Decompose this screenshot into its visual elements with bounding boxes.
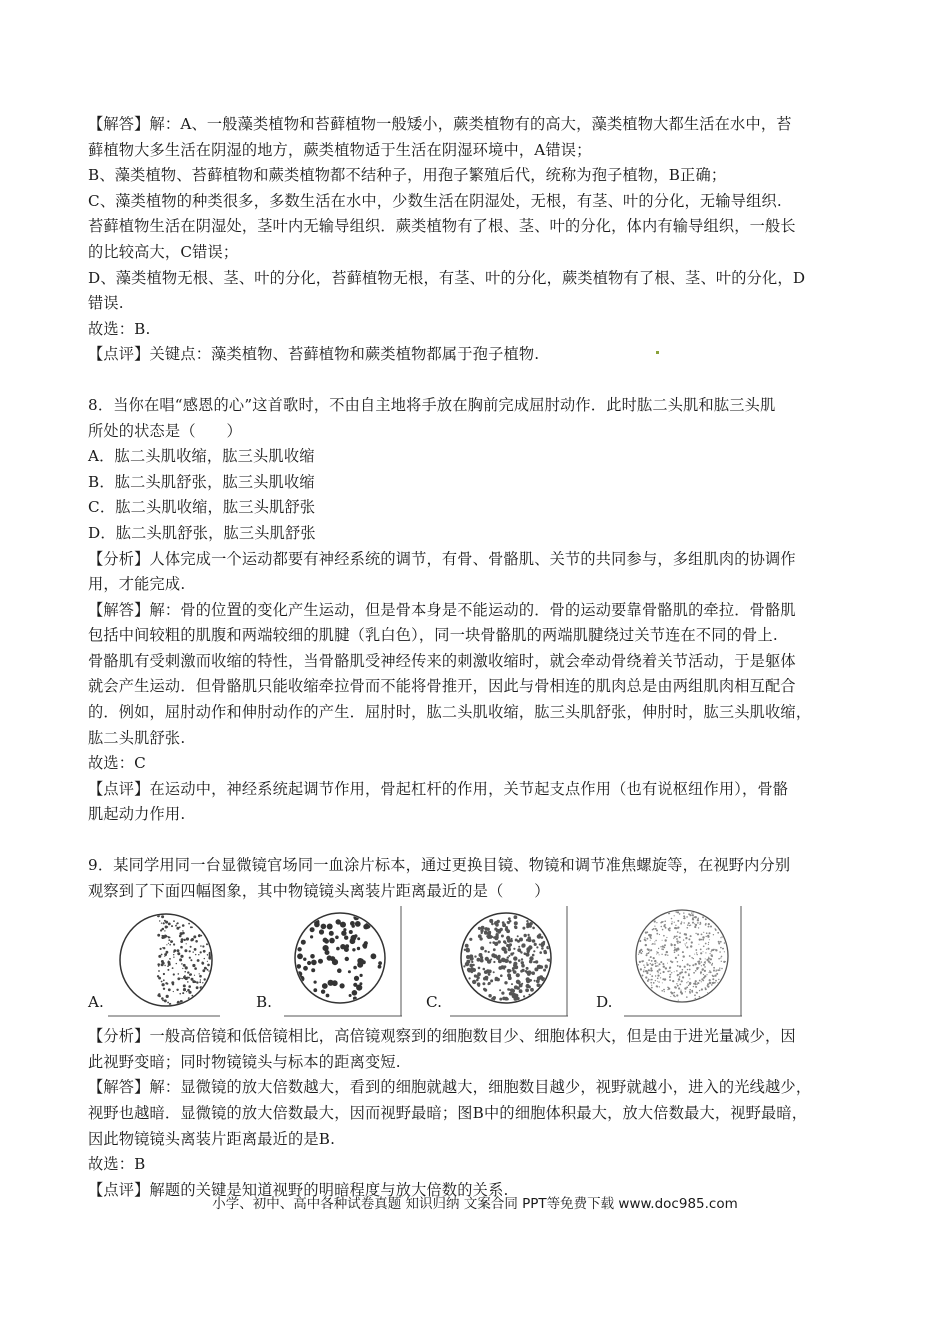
text-line: 9．某同学用同一台显微镜官场同一血涂片标本，通过更换目镜、物镜和调节准焦螺旋等，在视野内分别 — [88, 856, 791, 875]
text-line: 肌起动力作用. — [88, 805, 186, 824]
question-9-answer-block — [88, 1024, 878, 1203]
text-line: 的．例如，屈肘动作和伸肘动作的产生．屈肘时，肱二头肌收缩，肱三头肌舒张，伸肘时，肱三头肌收缩， — [88, 703, 812, 722]
question-8-block — [88, 393, 878, 828]
text-line: 藓植物大多生活在阴湿的地方，蕨类植物适于生活在阴湿环境中，A错误； — [88, 140, 592, 159]
text-line: D．肱二头肌舒张，肱三头肌舒张 — [88, 523, 316, 542]
text-line: B、藻类植物、苔藓植物和蕨类植物都不结种子，用孢子繁殖后代，统称为孢子植物，B正确； — [88, 166, 727, 185]
answer-block-q7 — [88, 112, 878, 368]
figure-label-a: A. — [88, 993, 104, 1012]
text-line: 故选：B — [88, 1155, 146, 1174]
text-line: 【点评】解题的关键是知道视野的明暗程度与放大倍数的关系. — [88, 1180, 509, 1199]
text-line: 观察到了下面四幅图象，其中物镜镜头离装片距离最近的是（ ） — [88, 881, 550, 900]
text-line: 视野也越暗．显微镜的放大倍数最大，因而视野最暗；图B中的细胞体积最大，放大倍数最大，视野最暗， — [88, 1104, 808, 1122]
microscope-field-d-icon — [624, 906, 744, 1022]
page-footer: 小学、初中、高中各种试卷真题 知识归纳 文案合同 PPT等免费下载 www.doc985.com — [212, 1196, 738, 1212]
text-line: 错误. — [88, 294, 124, 313]
text-line: B．肱二头肌舒张，肱三头肌收缩 — [88, 472, 315, 491]
figure-label-d: D. — [596, 993, 613, 1012]
text-line: 故选：C — [88, 754, 146, 773]
text-line: 【分析】人体完成一个运动都要有神经系统的调节，有骨、骨骼肌、关节的共同参与，多组肌肉的协调作 — [88, 549, 796, 568]
text-line: 就会产生运动．但骨骼肌只能收缩牵拉骨而不能将骨推开，因此与骨相连的肌肉总是由两组肌肉相互配合 — [88, 677, 796, 696]
figure-label-b: B. — [256, 993, 272, 1012]
text-line: 【分析】一般高倍镜和低倍镜相比，高倍镜观察到的细胞数目少、细胞体积大，但是由于进光量减少，因 — [88, 1027, 796, 1046]
text-line: 故选：B. — [88, 319, 151, 338]
text-line: 【点评】关键点：藻类植物、苔藓植物和蕨类植物都属于孢子植物. — [88, 345, 540, 364]
microscope-field-c-icon — [450, 906, 570, 1022]
text-line: C、藻类植物的种类很多，多数生活在水中，少数生活在阴湿处，无根，有茎、叶的分化，无输导组织. — [88, 191, 782, 210]
text-line: D、藻类植物无根、茎、叶的分化，苔藓植物无根，有茎、叶的分化，蕨类植物有了根、茎、叶的分化，D — [88, 268, 806, 287]
microscope-field-a-icon — [108, 906, 220, 1022]
text-line: 包括中间较粗的肌腹和两端较细的肌腱（乳白色），同一块骨骼肌的两端肌腱绕过关节连在不同的骨上. — [88, 626, 778, 645]
microscope-field-b-icon — [284, 906, 404, 1022]
text-line: 肱二头肌舒张. — [88, 728, 186, 747]
text-line: 所处的状态是（ ） — [88, 421, 242, 440]
question-9-stem — [88, 853, 878, 904]
text-line: 【解答】解：显微镜的放大倍数越大，看到的细胞就越大，细胞数目越少，视野就越小，进入的光线越少， — [88, 1078, 812, 1097]
content-area — [88, 112, 878, 1203]
text-line: 的比较高大，C错误； — [88, 242, 239, 261]
text-line: 【点评】在运动中，神经系统起调节作用，骨起杠杆的作用，关节起支点作用（也有说枢纽作用），骨骼 — [88, 779, 789, 798]
text-line: 【解答】解：骨的位置的变化产生运动，但是骨本身是不能运动的．骨的运动要靠骨骼肌的牵拉．骨骼肌 — [88, 600, 796, 619]
text-line: A．肱二头肌收缩，肱三头肌收缩 — [88, 447, 315, 466]
text-line: 此视野变暗；同时物镜镜头与标本的距离变短. — [88, 1052, 401, 1071]
text-line: 苔藓植物生活在阴湿处，茎叶内无输导组织．蕨类植物有了根、茎、叶的分化，体内有输导组织，一般长 — [88, 217, 796, 236]
figure-label-c: C. — [426, 993, 442, 1012]
text-line: 8．当你在唱“感恩的心”这首歌时，不由自主地将手放在胸前完成屈肘动作．此时肱二头肌和肱三头肌 — [88, 395, 776, 414]
text-line: 骨骼肌有受刺激而收缩的特性，当骨骼肌受神经传来的刺激收缩时，就会牵动骨绕着关节活动，于是躯体 — [88, 651, 796, 670]
text-line: 用，才能完成. — [88, 575, 186, 594]
text-line: C．肱二头肌收缩，肱三头肌舒张 — [88, 498, 316, 517]
text-line: 【解答】解：A、一般藻类植物和苔藓植物一般矮小，蕨类植物有的高大，藻类植物大都生活在水中，苔 — [88, 115, 792, 133]
microscope-figures — [88, 906, 878, 1024]
text-line: 因此物镜镜头离装片距离最近的是B. — [88, 1129, 336, 1148]
